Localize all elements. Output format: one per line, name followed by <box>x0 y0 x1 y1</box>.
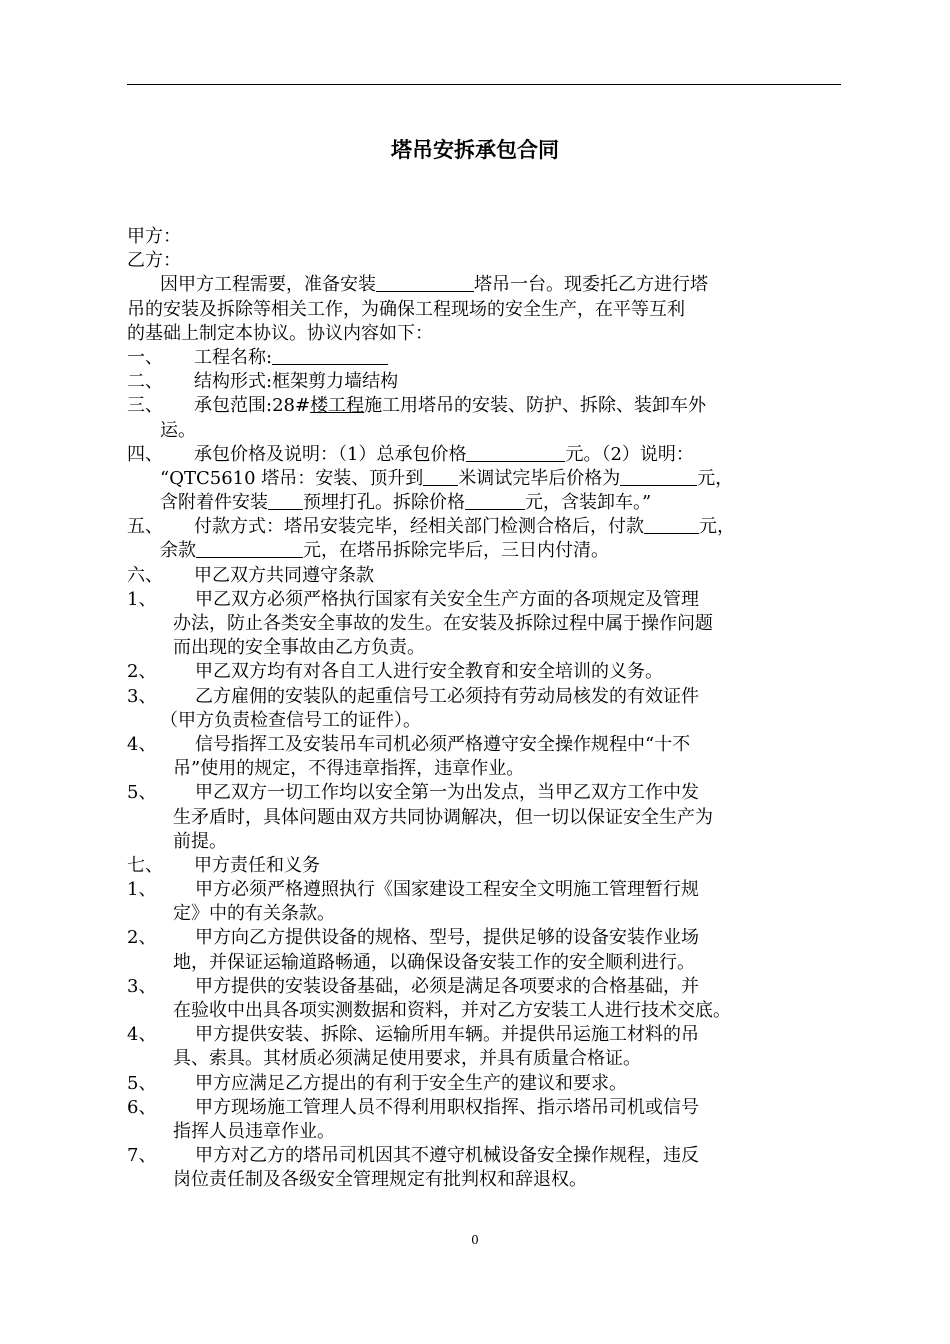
clause-number: 3、 <box>127 975 157 997</box>
clause-6-4 <box>127 733 843 757</box>
clause-number: 7、 <box>127 1145 157 1167</box>
section-number: 二、 <box>127 371 163 393</box>
section-6-heading <box>127 564 843 588</box>
section-text: 工程名称: <box>194 346 273 368</box>
intro-line: 的基础上制定本协议。协议内容如下： <box>127 322 433 344</box>
clause-7-7-cont: 岗位责任制及各级安全管理规定有批判权和辞退权。 <box>173 1169 587 1191</box>
section-number: 一、 <box>127 346 163 368</box>
clause-7-1 <box>127 878 843 902</box>
section-5 <box>127 515 843 539</box>
clause-text: 甲乙双方均有对各自工人进行安全教育和安全培训的义务。 <box>195 661 663 683</box>
section-4-cont <box>127 491 843 515</box>
section-text: 余款 <box>160 540 196 562</box>
section-text: 元，含装卸车。” <box>525 492 652 514</box>
clause-text: 甲方向乙方提供设备的规格、型号，提供足够的设备安装作业场 <box>195 927 699 949</box>
clause-number: 3、 <box>127 685 157 707</box>
clause-7-6-cont: 指挥人员违章作业。 <box>173 1120 335 1142</box>
intro-text: 塔吊一台。现委托乙方进行塔 <box>474 274 708 296</box>
section-number: 五、 <box>127 516 163 538</box>
clause-6-5 <box>127 781 843 805</box>
clause-number: 5、 <box>127 1072 157 1094</box>
clause-6-1 <box>127 588 843 612</box>
clause-text: 甲方提供的安装设备基础，必须是满足各项要求的合格基础，并 <box>195 975 699 997</box>
clause-number: 4、 <box>127 733 157 755</box>
clause-number: 1、 <box>127 588 157 610</box>
section-number: 三、 <box>127 395 163 417</box>
document-title: 塔吊安拆承包合同 <box>391 138 559 162</box>
clause-7-5 <box>127 1072 843 1096</box>
clause-7-3-cont: 在验收中出具各项实测数据和资料，并对乙方安装工人进行技术交底。 <box>173 1000 731 1021</box>
clause-text: 甲方提供安装、拆除、运输所用车辆。并提供吊运施工材料的吊 <box>195 1024 699 1046</box>
clause-6-4-cont: 吊”使用的规定，不得违章指挥，违章作业。 <box>173 758 525 780</box>
clause-text: 甲方对乙方的塔吊司机因其不遵守机械设备安全操作规程，违反 <box>195 1145 699 1167</box>
party-b-line: 乙方： <box>127 250 181 272</box>
clause-7-6 <box>127 1096 843 1120</box>
document-body <box>127 225 843 1193</box>
clause-number: 4、 <box>127 1024 157 1046</box>
intro-text: 因甲方工程需要，准备安装 <box>160 274 376 296</box>
clause-7-4-cont: 具、索具。其材质必须满足使用要求，并具有质量合格证。 <box>173 1048 641 1070</box>
clause-6-5-cont: 前提。 <box>173 830 227 852</box>
section-4 <box>127 443 843 467</box>
section-heading: 甲乙双方共同遵守条款 <box>194 564 374 586</box>
clause-number: 2、 <box>127 927 157 949</box>
section-text: 施工用塔吊的安装、防护、拆除、装卸车外 <box>364 395 707 417</box>
clause-text: 信号指挥工及安装吊车司机必须严格遵守安全操作规程中“十不 <box>195 733 691 755</box>
section-5-cont <box>127 539 843 563</box>
blank-field <box>466 443 565 462</box>
clause-text: 甲方现场施工管理人员不得利用职权指挥、指示塔吊司机或信号 <box>195 1096 699 1118</box>
intro-line <box>127 273 843 297</box>
clause-6-3 <box>127 685 843 709</box>
section-text: 元。（2）说明： <box>565 443 694 465</box>
section-text: 付款方式：塔吊安装完毕，经相关部门检测合格后，付款 <box>194 516 644 538</box>
header-rule <box>127 84 841 85</box>
clause-text: 甲乙双方一切工作均以安全第一为出发点，当甲乙双方工作中发 <box>195 782 699 804</box>
clause-text: 甲方必须严格遵照执行《国家建设工程安全文明施工管理暂行规 <box>195 879 699 901</box>
section-2 <box>127 370 843 394</box>
section-3 <box>127 394 843 418</box>
section-7-heading <box>127 854 843 878</box>
underlined-text: 楼工程 <box>310 395 365 417</box>
clause-6-1-cont: 而出现的安全事故由乙方负责。 <box>173 637 425 659</box>
section-number: 四、 <box>127 443 163 465</box>
blank-field <box>196 539 303 558</box>
blank-field <box>272 346 388 365</box>
party-a-line: 甲方： <box>127 226 181 247</box>
section-text: 元，在塔吊拆除完毕后，三日内付清。 <box>303 540 609 562</box>
clause-6-1-cont: 办法，防止各类安全事故的发生。在安装及拆除过程中属于操作问题 <box>173 613 713 634</box>
clause-7-2-cont: 地，并保证运输道路畅通，以确保设备安装工作的安全顺利进行。 <box>173 951 695 973</box>
section-text: 含附着件安装 <box>160 492 268 514</box>
section-text: 预埋打孔。拆除价格 <box>303 492 465 514</box>
clause-text: 乙方雇佣的安装队的起重信号工必须持有劳动局核发的有效证件 <box>195 685 699 707</box>
clause-number: 2、 <box>127 661 157 683</box>
clause-number: 5、 <box>127 782 157 804</box>
section-text: 结构形式:框架剪力墙结构 <box>194 371 399 393</box>
clause-7-1-cont: 定》中的有关条款。 <box>173 903 335 925</box>
section-heading: 甲方责任和义务 <box>194 854 320 876</box>
blank-field <box>644 515 699 534</box>
clause-7-4 <box>127 1023 843 1047</box>
blank-field <box>268 491 303 510</box>
blank-field <box>376 273 474 292</box>
clause-7-3 <box>127 975 843 999</box>
section-number: 六、 <box>127 564 163 586</box>
clause-6-5-cont: 生矛盾时，具体问题由双方共同协调解决，但一切以保证安全生产为 <box>173 806 713 828</box>
section-4-cont <box>127 467 843 491</box>
clause-number: 6、 <box>127 1096 157 1118</box>
clause-text: 甲方应满足乙方提出的有利于安全生产的建议和要求。 <box>195 1072 627 1094</box>
section-text: 元， <box>699 516 735 538</box>
section-text: “QTC5610 塔吊：安装、顶升到 <box>160 467 424 489</box>
section-number: 七、 <box>127 854 163 876</box>
clause-7-2 <box>127 926 843 950</box>
clause-number: 1、 <box>127 879 157 901</box>
intro-line: 吊的安装及拆除等相关工作，为确保工程现场的安全生产，在平等互利 <box>127 298 685 320</box>
clause-6-2 <box>127 660 843 684</box>
blank-field <box>465 491 525 510</box>
section-1 <box>127 346 843 370</box>
clause-text: 甲乙双方必须严格执行国家有关安全生产方面的各项规定及管理 <box>195 588 699 610</box>
clause-6-3-cont: （甲方负责检查信号工的证件）。 <box>160 709 421 731</box>
blank-field <box>620 467 697 486</box>
section-text: 元， <box>697 467 734 489</box>
section-text: 承包价格及说明：（1）总承包价格 <box>194 443 467 465</box>
section-text: 米调试完毕后价格为 <box>458 467 621 489</box>
section-3-cont: 运。 <box>160 419 196 441</box>
clause-7-7 <box>127 1144 843 1168</box>
page-number: 0 <box>471 1233 479 1247</box>
blank-field <box>423 467 458 486</box>
section-text: 承包范围:28# <box>194 395 311 417</box>
